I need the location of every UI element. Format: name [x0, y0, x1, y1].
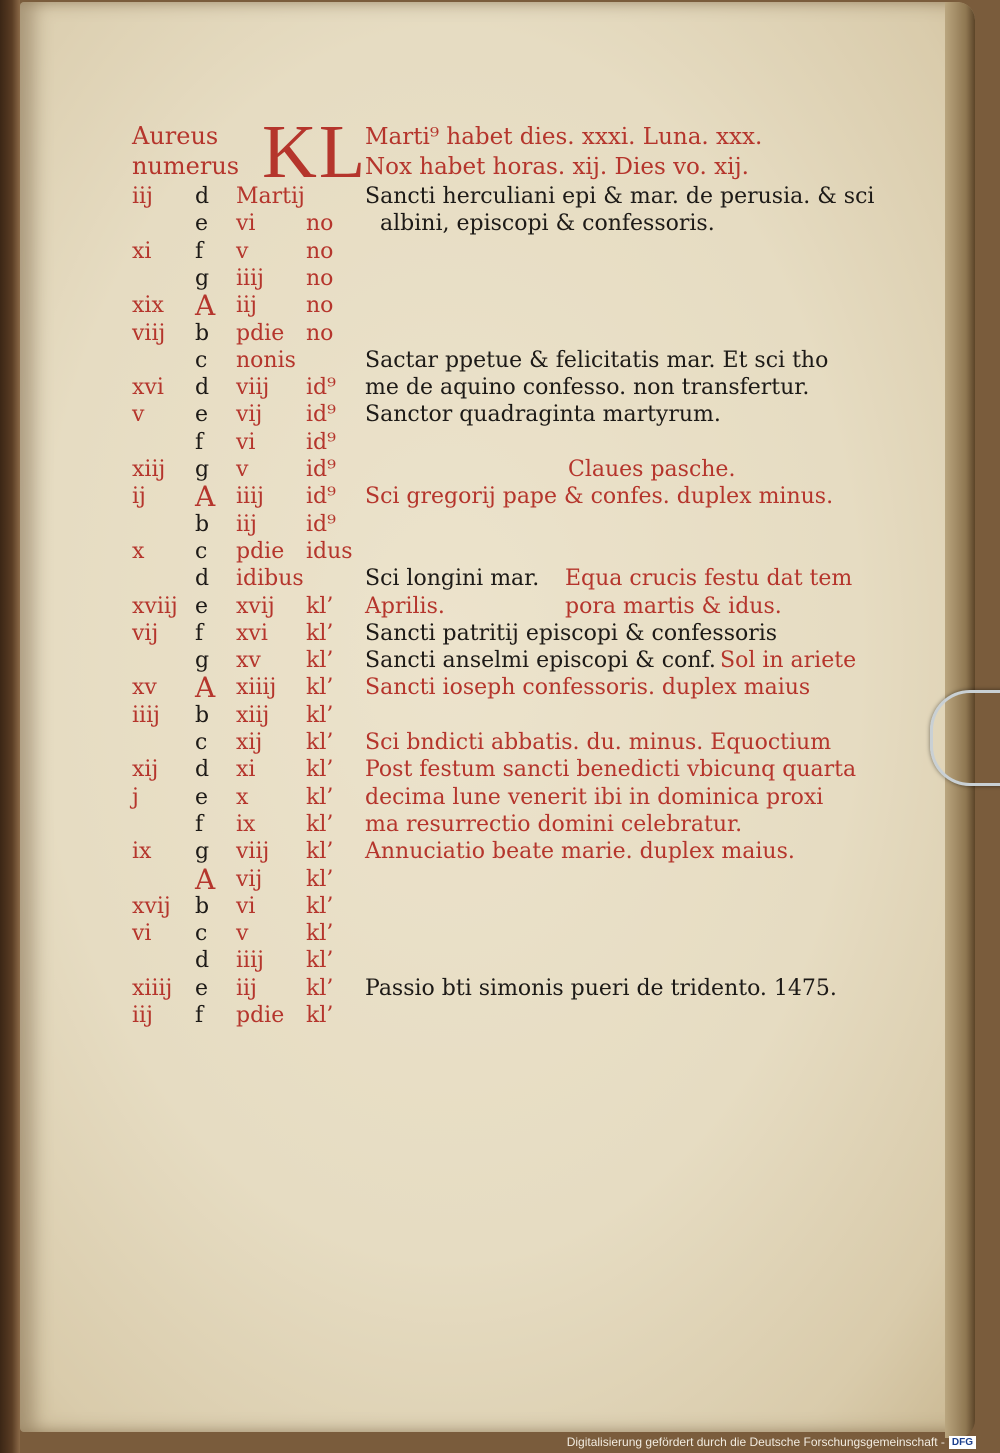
- feast-entry-continued: Equa crucis festu dat tem: [565, 566, 853, 592]
- day-unit: no: [306, 265, 334, 291]
- dominical-letter: A: [195, 480, 216, 514]
- roman-day: xvi: [236, 620, 268, 646]
- calendar-row: [20, 810, 975, 840]
- day-unit: kl’: [306, 948, 334, 974]
- calendar-row: [20, 564, 975, 594]
- calendar-row: [20, 919, 975, 949]
- footer-credit-text: Digitalisierung gefördert durch die Deutsche Forschungsgemeinschaft -: [566, 1435, 945, 1449]
- book-binding-edge: [0, 0, 20, 1453]
- golden-number: xix: [132, 293, 164, 319]
- calendar-row: [20, 755, 975, 785]
- dominical-letter: b: [195, 893, 210, 919]
- header-line-2: Nox habet horas. xij. Dies vo. xij.: [365, 154, 749, 180]
- calendar-row: [20, 673, 975, 703]
- day-unit: id⁹: [306, 511, 336, 537]
- day-unit: id⁹: [306, 484, 336, 510]
- feast-entry: Annuciatio beate marie. duplex maius.: [365, 839, 795, 865]
- dominical-letter: f: [195, 811, 204, 837]
- calendar-row: [20, 482, 975, 512]
- feast-entry: me de aquino confesso. non transfertur.: [365, 375, 810, 401]
- dominical-letter: e: [195, 211, 209, 237]
- day-unit: no: [306, 238, 334, 264]
- calendar-row: [20, 974, 975, 1004]
- roman-day: vi: [236, 893, 256, 919]
- golden-number: xiiij: [132, 975, 173, 1001]
- golden-number: ij: [132, 484, 146, 510]
- calendar-row: [20, 892, 975, 922]
- dominical-letter: e: [195, 975, 209, 1001]
- roman-day: ix: [236, 811, 256, 837]
- day-unit: id⁹: [306, 402, 336, 428]
- day-unit: id⁹: [306, 375, 336, 401]
- feast-entry: Aprilis.: [365, 593, 445, 619]
- calendar-row: [20, 592, 975, 622]
- roman-day: xv: [236, 648, 261, 674]
- golden-number: iiij: [132, 702, 160, 728]
- roman-day: iij: [236, 511, 257, 537]
- roman-day: xvij: [236, 593, 275, 619]
- roman-day: viij: [236, 839, 270, 865]
- dominical-letter: g: [195, 648, 210, 674]
- dominical-letter: c: [195, 921, 208, 947]
- golden-number: ix: [132, 839, 152, 865]
- calendar-row: [20, 291, 975, 321]
- golden-number: xij: [132, 757, 159, 783]
- roman-day: iij: [236, 293, 257, 319]
- day-unit: kl’: [306, 675, 334, 701]
- calendar-row: [20, 862, 975, 896]
- calendar-row: [20, 728, 975, 758]
- dominical-letter: g: [195, 457, 210, 482]
- golden-number: xiij: [132, 457, 166, 482]
- feast-entry: Sactar ppetue & felicitatis mar. Et sci tho: [365, 347, 829, 373]
- calendar-row: [20, 237, 975, 267]
- golden-number: xviij: [132, 593, 178, 619]
- dominical-letter: c: [195, 538, 208, 564]
- dominical-letter: d: [195, 566, 210, 592]
- roman-day: v: [236, 238, 249, 264]
- dominical-letter: c: [195, 730, 208, 755]
- feast-entry: Sci longini mar.: [365, 566, 540, 592]
- roman-day: v: [236, 457, 249, 482]
- day-unit: kl’: [306, 648, 334, 674]
- roman-day: pdie: [236, 538, 285, 564]
- roman-day: xi: [236, 757, 256, 783]
- feast-entry: Sci bndicti abbatis. du. minus. Equoctium: [365, 730, 832, 755]
- calendar-row: [20, 510, 975, 540]
- calendar-row: [20, 264, 975, 294]
- dominical-letter: d: [195, 948, 210, 974]
- roman-day: pdie: [236, 1003, 285, 1028]
- calendar-row: [20, 209, 975, 239]
- dominical-letter: f: [195, 238, 204, 264]
- dominical-letter: c: [195, 347, 208, 373]
- golden-number: xvi: [132, 375, 164, 401]
- dominical-letter: f: [195, 429, 204, 455]
- day-unit: no: [306, 320, 334, 346]
- header-line-1: Marti⁹ habet dies. xxxi. Luna. xxx.: [365, 124, 763, 150]
- feast-entry: Sancti patritij episcopi & confessoris: [365, 620, 778, 646]
- dominical-letter: f: [195, 1003, 204, 1028]
- golden-number: j: [132, 784, 139, 810]
- calendar-row: [20, 319, 975, 349]
- golden-number: vij: [132, 620, 159, 646]
- day-unit: idus: [306, 538, 353, 564]
- feast-entry-continued: pora martis & idus.: [565, 593, 782, 619]
- day-unit: no: [306, 293, 334, 319]
- day-unit: kl’: [306, 757, 334, 783]
- calendar-row: [20, 455, 975, 485]
- calendar-row: [20, 428, 975, 458]
- golden-number: x: [132, 538, 145, 564]
- dominical-letter: d: [195, 375, 210, 401]
- day-unit: kl’: [306, 730, 334, 755]
- roman-day: nonis: [236, 347, 296, 373]
- dominical-letter: g: [195, 265, 210, 291]
- day-unit: kl’: [306, 702, 334, 728]
- feast-entry: albini, episcopi & confessoris.: [380, 211, 715, 237]
- feast-entry: Sancti herculiani epi & mar. de perusia. & sci: [365, 184, 875, 209]
- golden-number: xvij: [132, 893, 171, 919]
- golden-number: xi: [132, 238, 152, 264]
- dominical-letter: b: [195, 702, 210, 728]
- day-unit: kl’: [306, 866, 334, 892]
- header-numerus: numerus: [132, 152, 240, 180]
- golden-number: iij: [132, 1003, 153, 1028]
- feast-entry-continued: Sol in ariete: [720, 648, 857, 674]
- dominical-letter: d: [195, 184, 210, 209]
- feast-entry: Claues pasche.: [568, 457, 736, 482]
- calendar-row: [20, 946, 975, 976]
- dominical-letter: b: [195, 320, 210, 346]
- roman-day: v: [236, 921, 249, 947]
- day-unit: kl’: [306, 620, 334, 646]
- dfg-logo: DFG: [949, 1436, 976, 1449]
- day-unit: kl’: [306, 921, 334, 947]
- day-unit: kl’: [306, 593, 334, 619]
- calendar-row: [20, 837, 975, 867]
- roman-day: xiiij: [236, 675, 277, 701]
- golden-number: iij: [132, 184, 153, 209]
- day-unit: kl’: [306, 975, 334, 1001]
- golden-number: viij: [132, 320, 166, 346]
- roman-day: iiij: [236, 948, 264, 974]
- day-unit: kl’: [306, 1003, 334, 1028]
- day-unit: no: [306, 211, 334, 237]
- roman-day: vij: [236, 866, 263, 892]
- dominical-letter: f: [195, 620, 204, 646]
- day-unit: kl’: [306, 811, 334, 837]
- golden-number: vi: [132, 921, 152, 947]
- feast-entry: ma resurrectio domini celebratur.: [365, 811, 743, 837]
- dominical-letter: b: [195, 511, 210, 537]
- roman-day: iij: [236, 975, 257, 1001]
- roman-day: Martij: [236, 184, 305, 209]
- calendar-row: [20, 346, 975, 376]
- roman-day: idibus: [236, 566, 304, 592]
- calendar-row: [20, 619, 975, 649]
- dominical-letter: A: [195, 862, 216, 896]
- feast-entry: Post festum sancti benedicti vbicunq quarta: [365, 757, 857, 783]
- calendar-row: [20, 783, 975, 813]
- roman-day: xiij: [236, 702, 270, 728]
- roman-day: viij: [236, 375, 270, 401]
- feast-entry: Sancti anselmi episcopi & conf.: [365, 648, 716, 674]
- feast-entry: Sancti ioseph confessoris. duplex maius: [365, 675, 811, 701]
- calendar-row: [20, 373, 975, 403]
- feast-entry: Passio bti simonis pueri de tridento. 1475.: [365, 975, 837, 1001]
- roman-day: vij: [236, 402, 263, 428]
- calendar-row: [20, 182, 975, 212]
- feast-entry: decima lune venerit ibi in dominica proxi: [365, 784, 824, 810]
- roman-day: iiij: [236, 484, 264, 510]
- day-unit: kl’: [306, 893, 334, 919]
- calendar-row: [20, 646, 975, 676]
- dominical-letter: e: [195, 402, 209, 428]
- golden-number: xv: [132, 675, 157, 701]
- manuscript-page: [20, 2, 975, 1432]
- dominical-letter: e: [195, 784, 209, 810]
- dominical-letter: A: [195, 289, 216, 323]
- dominical-letter: A: [195, 671, 216, 705]
- day-unit: kl’: [306, 784, 334, 810]
- roman-day: vi: [236, 429, 256, 455]
- calendar-row: [20, 537, 975, 567]
- roman-day: vi: [236, 211, 256, 237]
- day-unit: id⁹: [306, 457, 336, 482]
- header-aureus: Aureus: [132, 122, 219, 150]
- roman-day: xij: [236, 730, 263, 755]
- page-clip: [930, 690, 1000, 786]
- roman-day: x: [236, 784, 249, 810]
- calendar-row: [20, 1001, 975, 1031]
- dominical-letter: d: [195, 757, 210, 783]
- day-unit: kl’: [306, 839, 334, 865]
- calendar-row: [20, 701, 975, 731]
- dominical-letter: e: [195, 593, 209, 619]
- calendar-row: [20, 400, 975, 430]
- roman-day: iiij: [236, 265, 264, 291]
- roman-day: pdie: [236, 320, 285, 346]
- dominical-letter: g: [195, 839, 210, 865]
- feast-entry: Sanctor quadraginta martyrum.: [365, 402, 721, 428]
- day-unit: id⁹: [306, 429, 336, 455]
- golden-number: v: [132, 402, 145, 428]
- header-kl-initial: KL: [262, 110, 368, 194]
- footer-credit: [567, 1433, 976, 1451]
- feast-entry: Sci gregorij pape & confes. duplex minus.: [365, 484, 834, 510]
